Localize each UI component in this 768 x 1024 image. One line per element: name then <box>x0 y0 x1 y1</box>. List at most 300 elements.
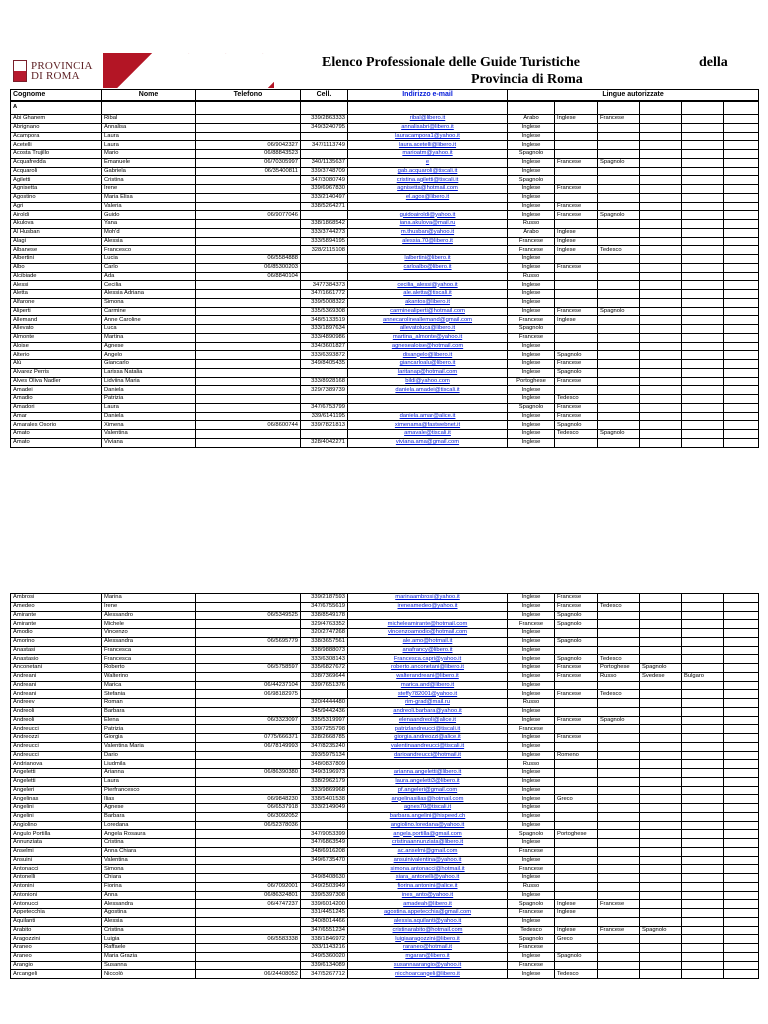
cell-language <box>724 847 759 856</box>
cell-language <box>555 699 598 708</box>
cell-language <box>724 430 759 439</box>
cell-telefono <box>196 725 301 734</box>
cell-language <box>682 255 724 264</box>
cell-telefono <box>196 865 301 874</box>
cell-language <box>724 742 759 751</box>
cell-cognome: Allevato <box>11 325 102 334</box>
cell-telefono: 06/6537918 <box>196 804 301 813</box>
cell-telefono <box>196 952 301 961</box>
table-row <box>11 961 759 970</box>
cell-cell: 333/6393872 <box>301 351 348 360</box>
cell-email[interactable]: Francesca.capri@yahoo.it <box>348 655 508 664</box>
cell-nome: Valeria <box>102 202 196 211</box>
cell-telefono: 06/5584888 <box>196 255 301 264</box>
table-row <box>11 193 759 202</box>
cell-language <box>640 865 682 874</box>
cell-email[interactable]: ribal@libero.it <box>348 115 508 124</box>
cell-language: Francese <box>598 115 640 124</box>
cell-language <box>555 167 598 176</box>
cell-email[interactable]: angela.portilla@gmail.com <box>348 830 508 839</box>
cell-language <box>640 281 682 290</box>
cell-email[interactable]: guidoairoldi@yahoo.it <box>348 211 508 220</box>
cell-email[interactable]: ines_anto@yahoo.it <box>348 891 508 900</box>
cell-language <box>640 620 682 629</box>
cell-email[interactable]: nicchoarcangeli@libero.it <box>348 970 508 979</box>
cell-language <box>724 944 759 953</box>
cell-cognome: Alù <box>11 360 102 369</box>
cell-language <box>724 777 759 786</box>
cell-telefono <box>196 176 301 185</box>
cell-language <box>598 821 640 830</box>
cell-language: Inglese <box>508 742 555 751</box>
cell-cognome: Acquafredda <box>11 158 102 167</box>
cell-language <box>640 734 682 743</box>
cell-email[interactable]: simona.antonacci@hotmail.it <box>348 865 508 874</box>
cell-telefono <box>196 395 301 404</box>
cell-language <box>640 412 682 421</box>
cell-email[interactable]: raraneo@hotmail.it <box>348 944 508 953</box>
cell-email[interactable]: cristinaannunziata@libero.it <box>348 839 508 848</box>
cell-language <box>682 681 724 690</box>
cell-nome: Vincenzo <box>102 629 196 638</box>
cell-email[interactable]: steffy782001@yahoo.it <box>348 690 508 699</box>
table-row <box>11 123 759 132</box>
cell-telefono <box>196 228 301 237</box>
table-row <box>11 403 759 412</box>
cell-cognome: Angeletti <box>11 777 102 786</box>
cell-email[interactable]: laritanap@hotmail.com <box>348 368 508 377</box>
cell-language <box>682 412 724 421</box>
cell-email[interactable]: agnesealoise@hotmail.com <box>348 342 508 351</box>
cell-language <box>724 377 759 386</box>
cell-email[interactable]: ansuinivalentina@yahoo.it <box>348 856 508 865</box>
cell-email[interactable]: alessia.aquilanti@yahoo.it <box>348 917 508 926</box>
cell-email[interactable]: marinaambrosi@yahoo.it <box>348 594 508 603</box>
cell-cognome: Antonini <box>11 882 102 891</box>
cell-telefono <box>196 646 301 655</box>
cell-cognome: Acampora <box>11 132 102 141</box>
cell-email[interactable]: angiolino.loredana@yahoo.it <box>348 821 508 830</box>
cell-email[interactable]: alessia.70@libero.it <box>348 237 508 246</box>
cell-nome: Barbara <box>102 707 196 716</box>
cell-language <box>598 856 640 865</box>
cell-telefono <box>196 602 301 611</box>
cell-nome: Alessia <box>102 237 196 246</box>
cell-language <box>682 655 724 664</box>
cell-language <box>724 220 759 229</box>
cell-language: Inglese <box>508 386 555 395</box>
cell-nome: Anna Chiara <box>102 847 196 856</box>
cell-email[interactable]: darioandreucci@hotmail.it <box>348 751 508 760</box>
cell-language <box>555 193 598 202</box>
cell-telefono <box>196 368 301 377</box>
logo-line-1: PROVINCIA <box>31 60 93 72</box>
cell-cognome: Aloise <box>11 342 102 351</box>
cell-language: Spagnolo <box>508 176 555 185</box>
cell-language <box>598 298 640 307</box>
cell-email[interactable]: pf.angeleri@gmail.com <box>348 786 508 795</box>
cell-language <box>640 655 682 664</box>
cell-language <box>682 856 724 865</box>
table-row <box>11 681 759 690</box>
cell-nome: Francesco <box>102 246 196 255</box>
cell-email[interactable]: anafrancy@libero.it <box>348 646 508 655</box>
cell-language <box>724 360 759 369</box>
cell-cognome: Angeletti <box>11 769 102 778</box>
cell-language <box>598 795 640 804</box>
cell-language <box>682 360 724 369</box>
cell-language <box>724 202 759 211</box>
cell-language: Inglese <box>508 839 555 848</box>
cell-telefono: 06/5583338 <box>196 935 301 944</box>
cell-language <box>724 403 759 412</box>
cell-telefono <box>196 281 301 290</box>
cell-email[interactable]: amadeah@libero.it <box>348 900 508 909</box>
cell-language <box>724 812 759 821</box>
cell-language <box>682 220 724 229</box>
cell-telefono <box>196 672 301 681</box>
column-telefono: Telefono <box>196 90 301 102</box>
cell-email[interactable]: gab.acquaroli@tiscali.it <box>348 167 508 176</box>
cell-cell: 349/3240795 <box>301 123 348 132</box>
cell-email[interactable]: ale.aletta@tiscali.it <box>348 290 508 299</box>
cell-email[interactable]: vincenzoamodio@hotmail.com <box>348 629 508 638</box>
cell-nome: Dario <box>102 751 196 760</box>
cell-cell: 333/3744273 <box>301 228 348 237</box>
cell-cognome: Abi Ghanem <box>11 115 102 124</box>
cell-email[interactable]: laura.angeletti3@libero.it <box>348 777 508 786</box>
cell-nome: Arianna <box>102 769 196 778</box>
cell-language <box>724 672 759 681</box>
cell-email[interactable]: barbara.angelini@hispeed.ch <box>348 812 508 821</box>
cell-language: Inglese <box>508 193 555 202</box>
cell-language <box>682 351 724 360</box>
cell-language <box>598 193 640 202</box>
table-row <box>11 786 759 795</box>
cell-cognome: Andreoli <box>11 716 102 725</box>
cell-language <box>724 970 759 979</box>
cell-language <box>640 786 682 795</box>
table-row <box>11 847 759 856</box>
cell-cognome: Alcibiade <box>11 272 102 281</box>
cell-email[interactable]: andreoli.barbara@yahoo.it <box>348 707 508 716</box>
cell-nome: Viviana <box>102 438 196 447</box>
cell-language <box>598 228 640 237</box>
cell-language <box>598 734 640 743</box>
cell-email[interactable]: agostina.appetecchia@gmail.com <box>348 909 508 918</box>
cell-language <box>682 115 724 124</box>
cell-email[interactable]: rim-grad@mail.ru <box>348 699 508 708</box>
cell-language: Tedesco <box>508 926 555 935</box>
cell-email[interactable]: annecarolineallemand@gmail.com <box>348 316 508 325</box>
cell-language <box>682 176 724 185</box>
cell-nome: Cristina <box>102 926 196 935</box>
cell-language <box>555 725 598 734</box>
cell-language <box>598 421 640 430</box>
cell-nome: Valentina Maria <box>102 742 196 751</box>
cell-language: Inglese <box>508 690 555 699</box>
cell-email[interactable]: angelinasilias@hotmail.com <box>348 795 508 804</box>
cell-language <box>724 620 759 629</box>
cell-language: Francese <box>508 961 555 970</box>
cell-language <box>724 325 759 334</box>
cell-language: Portoghese <box>508 377 555 386</box>
cell-language <box>598 220 640 229</box>
cell-cell <box>301 395 348 404</box>
cell-email[interactable]: bildi@yahoo.com <box>348 377 508 386</box>
cell-telefono <box>196 246 301 255</box>
cell-cognome: Angelinas <box>11 795 102 804</box>
cell-language <box>640 777 682 786</box>
cell-language: Spagnolo <box>555 421 598 430</box>
cell-email[interactable]: elenaandreoli@alice.it <box>348 716 508 725</box>
cell-email[interactable]: agnes70@tiscali.it <box>348 804 508 813</box>
cell-cognome: Andrianova <box>11 760 102 769</box>
cell-cell: 349/5360020 <box>301 952 348 961</box>
cell-language: Spagnolo <box>555 952 598 961</box>
cell-language <box>640 421 682 430</box>
cell-language <box>640 839 682 848</box>
cell-telefono: 0775/666371 <box>196 734 301 743</box>
cell-email[interactable]: ximenama@fastwebnet.it <box>348 421 508 430</box>
cell-cognome: Araneo <box>11 952 102 961</box>
cell-language <box>682 316 724 325</box>
cell-nome: Irene <box>102 185 196 194</box>
cell-cell: 338/1868542 <box>301 220 348 229</box>
document-title-subtitle: Provincia di Roma <box>471 72 583 87</box>
cell-language: Inglese <box>508 368 555 377</box>
cell-email[interactable]: ac.anselmi@gmail.com <box>348 847 508 856</box>
cell-language: Inglese <box>508 158 555 167</box>
cell-email[interactable]: disangelo@libero.it <box>348 351 508 360</box>
cell-cognome: Agiletti <box>11 176 102 185</box>
cell-language <box>724 255 759 264</box>
cell-telefono <box>196 655 301 664</box>
cell-email[interactable]: daniela.amar@alice.it <box>348 412 508 421</box>
cell-language <box>682 620 724 629</box>
cell-email[interactable]: iana.akulova@mail.ru <box>348 220 508 229</box>
table-row <box>11 228 759 237</box>
cell-cell: 393/5975134 <box>301 751 348 760</box>
cell-language: Francese <box>555 664 598 673</box>
cell-email[interactable]: susannaarangio@yahoo.it <box>348 961 508 970</box>
cell-language <box>598 176 640 185</box>
cell-language <box>724 707 759 716</box>
cell-email[interactable]: marioatm@yahoo.it <box>348 150 508 159</box>
table-row <box>11 602 759 611</box>
cell-language <box>682 734 724 743</box>
cell-nome: Angela Rosaura <box>102 830 196 839</box>
cell-nome: Moh'd <box>102 228 196 237</box>
cell-email[interactable]: amavale@tiscali.it <box>348 430 508 439</box>
cell-language <box>598 316 640 325</box>
cell-language <box>682 368 724 377</box>
cell-language: Spagnolo <box>555 368 598 377</box>
cell-language <box>598 185 640 194</box>
document-header <box>10 47 758 89</box>
cell-telefono <box>196 333 301 342</box>
cell-email[interactable]: m.thusban@yahoo.it <box>348 228 508 237</box>
cell-email[interactable]: cristina.agiletti@tiscali.it <box>348 176 508 185</box>
cell-email[interactable]: annalisabri@libero.it <box>348 123 508 132</box>
table-row <box>11 377 759 386</box>
cell-language <box>640 830 682 839</box>
cell-cognome: Angeleri <box>11 786 102 795</box>
cell-email[interactable]: viviana.ama@gmail.com <box>348 438 508 447</box>
cell-nome: Daniela <box>102 412 196 421</box>
cell-language <box>640 342 682 351</box>
cell-email[interactable]: martina_almonte@yahoo.it <box>348 333 508 342</box>
cell-email[interactable]: ireneamedeo@yahoo.it <box>348 602 508 611</box>
cell-language <box>682 193 724 202</box>
cell-language <box>598 438 640 447</box>
cell-language: Spagnolo <box>555 611 598 620</box>
cell-email[interactable]: ale.amo@hotmail.it <box>348 637 508 646</box>
cell-language: Inglese <box>508 185 555 194</box>
cell-email[interactable]: akantos@libero.it <box>348 298 508 307</box>
cell-cell: 333/2149049 <box>301 804 348 813</box>
cell-language <box>640 132 682 141</box>
cell-email[interactable]: e <box>348 158 508 167</box>
cell-cell: 339/2187593 <box>301 594 348 603</box>
cell-email[interactable]: valentinaandreucci@tiscali.it <box>348 742 508 751</box>
cell-language <box>724 193 759 202</box>
cell-language <box>682 395 724 404</box>
cell-email[interactable]: cristinarabito@hotmail.com <box>348 926 508 935</box>
cell-language <box>640 900 682 909</box>
cell-language <box>640 760 682 769</box>
cell-language: Inglese <box>508 637 555 646</box>
cell-language <box>682 246 724 255</box>
cell-email[interactable]: giorgia.andreozzi@alice.it <box>348 734 508 743</box>
cell-language <box>555 882 598 891</box>
cell-email[interactable]: lauracampora1@yahoo.it <box>348 132 508 141</box>
cell-email[interactable]: giancarloalu@libero.it <box>348 360 508 369</box>
cell-language <box>724 725 759 734</box>
cell-email[interactable]: arianna.angeletti@libero.it <box>348 769 508 778</box>
cell-cognome: Amirante <box>11 620 102 629</box>
table-row <box>11 909 759 918</box>
cell-email[interactable]: carloalbo@libero.it <box>348 263 508 272</box>
cell-language: Inglese <box>508 777 555 786</box>
table-row <box>11 115 759 124</box>
cell-email[interactable]: patrizlandreucci@tiscali.it <box>348 725 508 734</box>
cell-telefono <box>196 847 301 856</box>
cell-cell: 339/3748709 <box>301 167 348 176</box>
cell-email[interactable]: laura.acetelli@libero.it <box>348 141 508 150</box>
cell-cognome: Agri <box>11 202 102 211</box>
cell-language <box>682 891 724 900</box>
cell-language: Tedesco <box>598 246 640 255</box>
cell-nome: Fiorina <box>102 882 196 891</box>
cell-language <box>598 707 640 716</box>
cell-telefono: 06/5349525 <box>196 611 301 620</box>
cell-language: Francese <box>508 333 555 342</box>
cell-email[interactable]: daniela.amadei@tiscali.it <box>348 386 508 395</box>
cell-language <box>682 909 724 918</box>
table-row <box>11 900 759 909</box>
cell-email[interactable]: walterandreani@libero.it <box>348 672 508 681</box>
cell-nome: Raffaele <box>102 944 196 953</box>
cell-language <box>640 141 682 150</box>
cell-language <box>598 325 640 334</box>
cell-language <box>598 272 640 281</box>
cell-email[interactable]: siara_antonelli@yahoo.it <box>348 874 508 883</box>
cell-email[interactable]: micheleamirante@hotmail.com <box>348 620 508 629</box>
cell-language: Russo <box>508 760 555 769</box>
cell-cognome: Amorino <box>11 637 102 646</box>
cell-language <box>640 856 682 865</box>
cell-language <box>724 716 759 725</box>
cell-cell <box>301 821 348 830</box>
cell-language: Francese <box>555 690 598 699</box>
cell-email[interactable]: cecilia_alessi@yahoo.it <box>348 281 508 290</box>
cell-cognome: Amodio <box>11 629 102 638</box>
cell-email[interactable]: carminealiperti@hotmail.com <box>348 307 508 316</box>
cell-nome: Lidviina Maria <box>102 377 196 386</box>
cell-telefono: 06/9848230 <box>196 795 301 804</box>
cell-language <box>640 123 682 132</box>
table-row <box>11 865 759 874</box>
cell-telefono <box>196 961 301 970</box>
cell-language: Arabo <box>508 115 555 124</box>
cell-email[interactable]: lalbertini@libero.it <box>348 255 508 264</box>
cell-email[interactable]: roberto.anconetani@libero.it <box>348 664 508 673</box>
cell-cognome: Andreani <box>11 681 102 690</box>
cell-telefono: 06/5758597 <box>196 664 301 673</box>
cell-nome: Valentina <box>102 856 196 865</box>
table-row <box>11 325 759 334</box>
cell-email[interactable]: allevatoluca@libero.it <box>348 325 508 334</box>
table-row <box>11 158 759 167</box>
cell-email[interactable]: fiorina.antonini@alice.it <box>348 882 508 891</box>
cell-email[interactable]: el.agos@libero.it <box>348 193 508 202</box>
cell-language: Inglese <box>508 795 555 804</box>
cell-email[interactable]: mgaran@libero.it <box>348 952 508 961</box>
cell-nome: Pierfrancesco <box>102 786 196 795</box>
cell-language <box>682 158 724 167</box>
cell-cognome: Andreucci <box>11 725 102 734</box>
cell-language <box>555 281 598 290</box>
cell-telefono <box>196 856 301 865</box>
cell-email[interactable]: agnisetta@hotmail.com <box>348 185 508 194</box>
cell-language <box>682 821 724 830</box>
cell-nome: Simona <box>102 298 196 307</box>
table-row <box>11 202 759 211</box>
cell-nome: Roberto <box>102 664 196 673</box>
cell-language: Spagnolo <box>508 403 555 412</box>
cell-telefono <box>196 786 301 795</box>
cell-language <box>682 123 724 132</box>
cell-email[interactable]: marica.and@libero.it <box>348 681 508 690</box>
table-row <box>11 821 759 830</box>
cell-email[interactable]: luigiaaragozzini@libero.it <box>348 935 508 944</box>
cell-language <box>598 699 640 708</box>
cell-language <box>724 821 759 830</box>
cell-language: Inglese <box>508 970 555 979</box>
guides-table-top <box>10 89 759 448</box>
table-row <box>11 281 759 290</box>
cell-language <box>682 141 724 150</box>
cell-language: Spagnolo <box>598 158 640 167</box>
cell-cell: 340/8014466 <box>301 917 348 926</box>
cell-language: Francese <box>555 734 598 743</box>
cell-telefono <box>196 629 301 638</box>
cell-language <box>640 377 682 386</box>
cell-nome: Patrizia <box>102 725 196 734</box>
cell-cognome: Aquilanti <box>11 917 102 926</box>
cell-nome: Michele <box>102 620 196 629</box>
